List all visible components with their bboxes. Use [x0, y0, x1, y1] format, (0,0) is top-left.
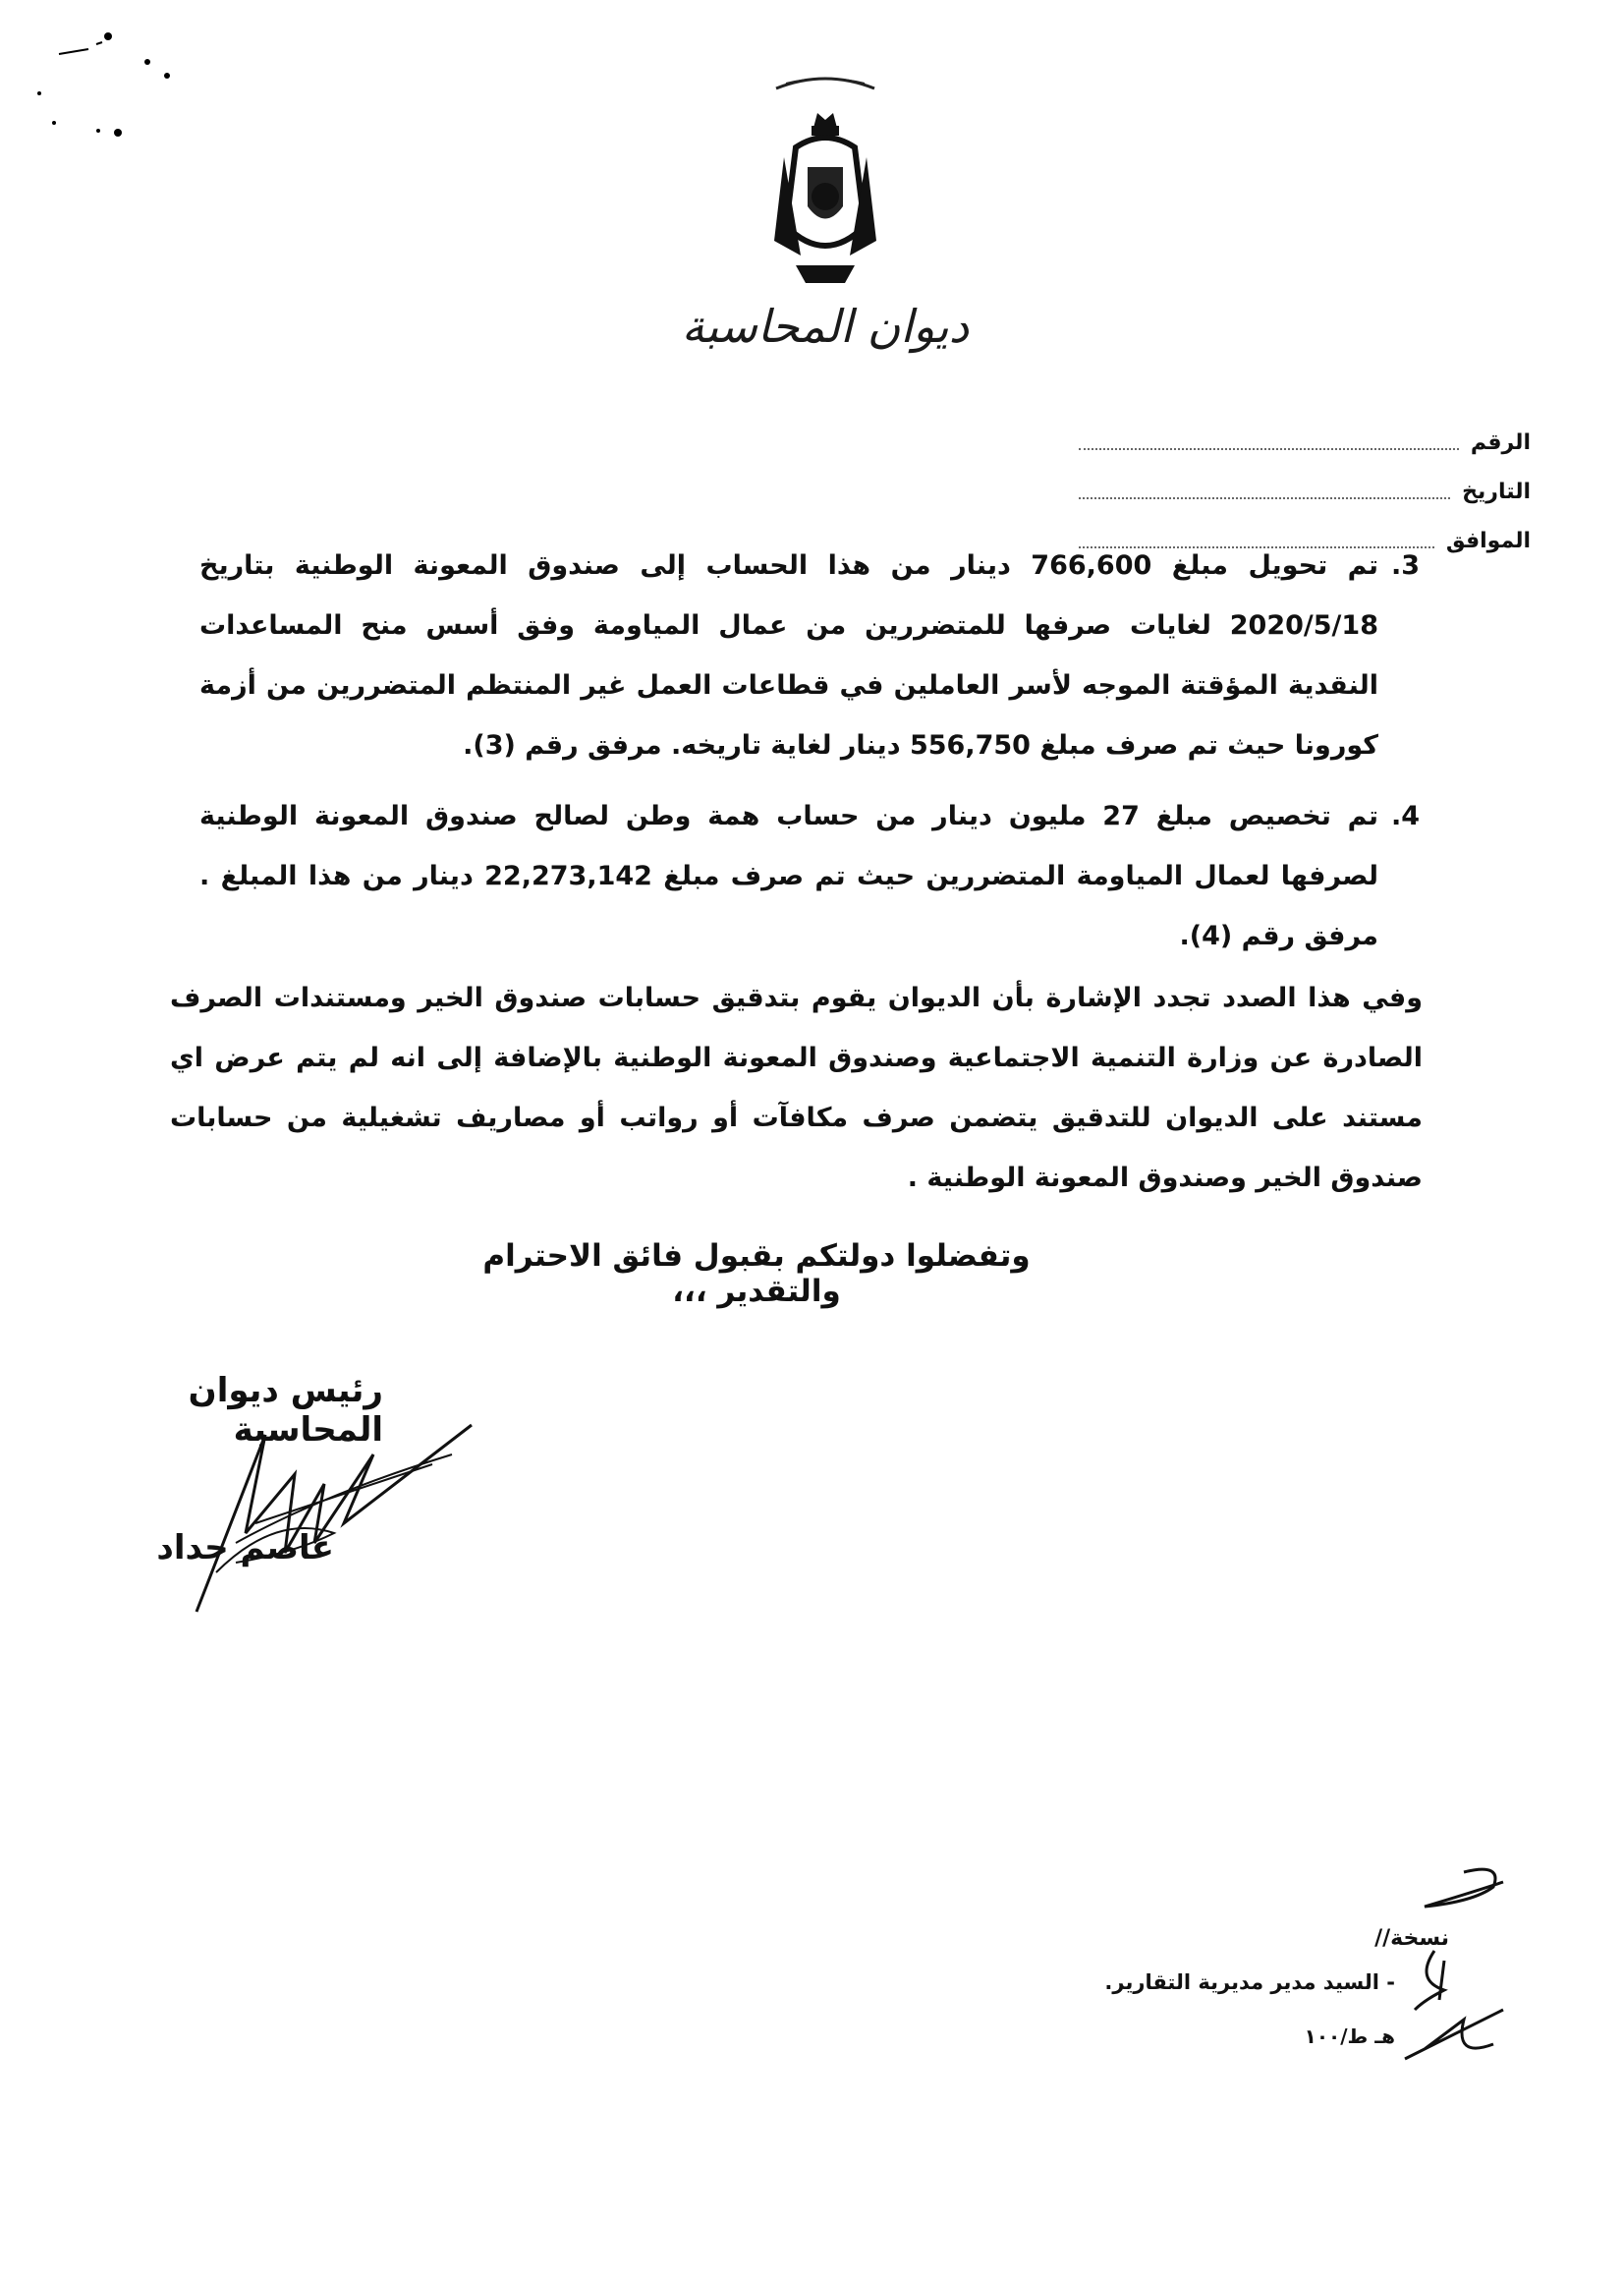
- copy-label: نسخة//: [1374, 1926, 1449, 1951]
- org-logo-text: ديوان المحاسبة: [681, 300, 970, 353]
- list-item-number: 4.: [1390, 801, 1420, 831]
- ref-date-row: [1079, 472, 1531, 511]
- ref-date-label: التاريخ: [1462, 479, 1531, 504]
- body-paragraph: وفي هذا الصدد تجدد الإشارة بأن الديوان يقوم بتدقيق حسابات صندوق الخير ومستندات الصرف الصادرة عن وزارة التنمية الاجتماعية وصندوق المعونة الوطنية بالإضافة إلى انه لم يتم عرض اي مستند على الديوان للتدقيق يتضمن صرف مكافآت أو رواتب أو مصاريف تشغيلية من حسابات صندوق الخير وصندوق المعونة الوطنية .: [170, 983, 1423, 1193]
- scan-marks: [20, 15, 216, 152]
- ref-number-row: [1079, 423, 1531, 462]
- list-item-text: تم تخصيص مبلغ 27 مليون دينار من حساب همة وطن لصالح صندوق المعونة الوطنية لصرفها لعمال المياومة المتضررين حيث تم صرف مبلغ 22,273,142 دينار من هذا المبلغ . مرفق رقم (4).: [199, 801, 1378, 951]
- list-item-number: 3.: [1390, 550, 1420, 581]
- closing-line: وتفضلوا دولتكم بقبول فائق الاحترام والتقدير ،،،: [482, 1238, 1031, 1309]
- ref-number-field: [1079, 434, 1459, 450]
- ref-corresponding-label: الموافق: [1445, 528, 1531, 553]
- signatory-name: عاصم حداد: [156, 1528, 334, 1568]
- coat-of-arms-emblem: [756, 59, 894, 305]
- copy-recipient: - السيد مدير مديرية التقارير.: [1104, 1970, 1395, 1994]
- list-item-4: [199, 786, 1420, 966]
- signatory-title: رئيس ديوان المحاسبة: [188, 1371, 383, 1450]
- list-item-text: تم تحويل مبلغ 766,600 دينار من هذا الحساب إلى صندوق المعونة الوطنية بتاريخ 2020/5/18 لغايات صرفها للمتضررين من عمال المياومة وفق أسس منح المساعدات النقدية المؤقتة الموجه لأسر العاملين في قطاعات العمل غير المنتظم المتضررين من أزمة كورونا حيث تم صرف مبلغ 556,750 دينار لغاية تاريخه. مرفق رقم (3).: [199, 550, 1378, 761]
- list-item-3: [199, 536, 1420, 775]
- handwritten-initials: [1385, 1862, 1533, 2098]
- ref-number-label: الرقم: [1470, 429, 1531, 455]
- reference-code: هـ ط/١٠٠: [1304, 2024, 1395, 2048]
- handwritten-signature: [177, 1396, 491, 1622]
- ref-date-field: [1079, 484, 1450, 499]
